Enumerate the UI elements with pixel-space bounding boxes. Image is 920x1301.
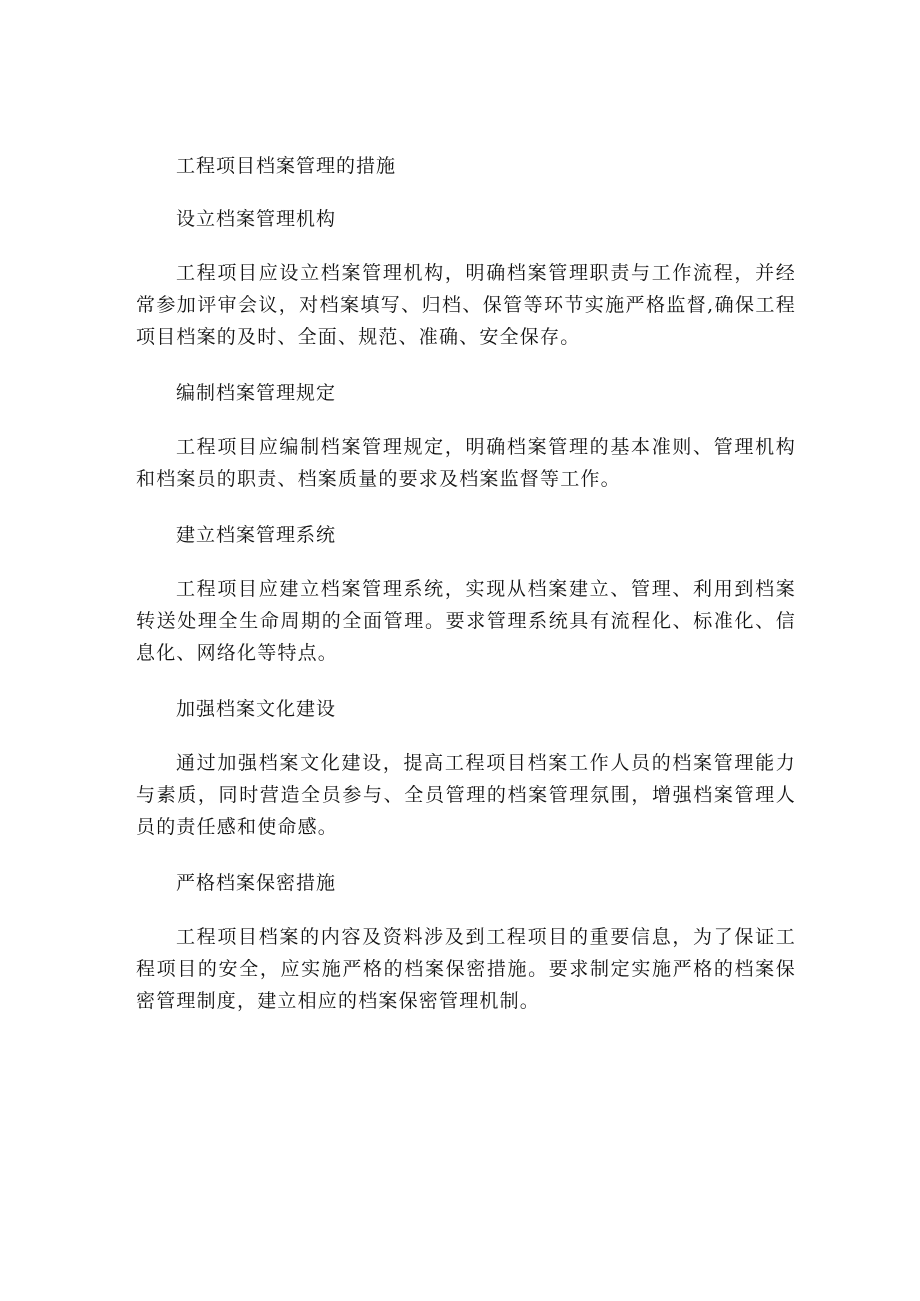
section-paragraph: 工程项目应设立档案管理机构，明确档案管理职责与工作流程，并经常参加评审会议，对档案填写、归档、保管等环节实施严格监督,确保工程项目档案的及时、全面、规范、准确、安全保存。 — [136, 262, 796, 348]
section-heading: 严格档案保密措施 — [176, 872, 337, 894]
section-heading: 加强档案文化建设 — [176, 698, 337, 720]
document-content — [136, 150, 796, 1041]
section-heading: 建立档案管理系统 — [176, 524, 337, 546]
section-heading: 设立档案管理机构 — [176, 208, 337, 230]
section-paragraph: 工程项目应建立档案管理系统，实现从档案建立、管理、利用到档案转送处理全生命周期的全面管理。要求管理系统具有流程化、标准化、信息化、网络化等特点。 — [136, 578, 796, 664]
section-paragraph: 工程项目档案的内容及资料涉及到工程项目的重要信息，为了保证工程项目的安全，应实施严格的档案保密措施。要求制定实施严格的档案保密管理制度，建立相应的档案保密管理机制。 — [136, 926, 796, 1012]
document-title: 工程项目档案管理的措施 — [176, 155, 397, 177]
section-paragraph: 工程项目应编制档案管理规定，明确档案管理的基本准则、管理机构和档案员的职责、档案质量的要求及档案监督等工作。 — [136, 436, 796, 490]
section-paragraph: 通过加强档案文化建设，提高工程项目档案工作人员的档案管理能力与素质，同时营造全员参与、全员管理的档案管理氛围，增强档案管理人员的责任感和使命感。 — [136, 752, 796, 838]
section-heading: 编制档案管理规定 — [176, 382, 337, 404]
